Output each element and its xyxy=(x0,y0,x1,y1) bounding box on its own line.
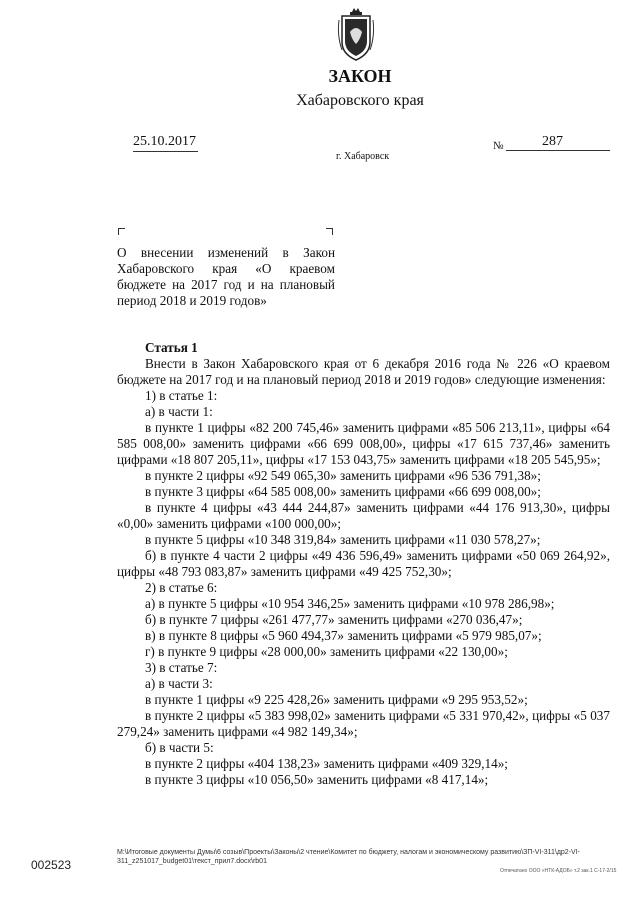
article-heading: Статья 1 xyxy=(145,340,198,355)
document-title: ЗАКОН xyxy=(328,66,392,86)
article-paragraph: в пункте 4 цифры «43 444 244,87» заменить цифрами «44 176 913,30», цифры «0,00» заменить цифрами «100 000,00»; xyxy=(117,500,610,531)
article-paragraph: г) в пункте 9 цифры «28 000,00» заменить цифрами «22 130,00»; xyxy=(145,644,508,659)
article-paragraph: в пункте 1 цифры «82 200 745,46» заменить цифрами «85 506 213,11», цифры «64 585 008,00» заменить цифрами «66 699 008,00», цифры «17 615 737,46» заменить цифрами «18 807 205,11», цифры «17 153 043,75» заменить цифрами «18 205 545,95»; xyxy=(117,420,610,467)
article-paragraph: в пункте 2 цифры «92 549 065,30» заменить цифрами «96 536 791,38»; xyxy=(145,468,541,483)
coat-of-arms-icon xyxy=(336,6,376,62)
article-paragraph: 2) в статье 6: xyxy=(145,580,218,595)
article-paragraph: а) в пункте 5 цифры «10 954 346,25» заменить цифрами «10 978 286,98»; xyxy=(145,596,555,611)
document-date: 25.10.2017 xyxy=(133,134,198,152)
article-body xyxy=(117,356,610,788)
corner-mark-right xyxy=(326,228,333,235)
number-label: № xyxy=(493,140,504,152)
document-number: 287 xyxy=(506,134,610,151)
article-paragraph: в пункте 3 цифры «64 585 008,00» заменить цифрами «66 699 008,00»; xyxy=(145,484,541,499)
law-subject: О внесении изменений в Закон Хабаровского края «О краевом бюджете на 2017 год и на плановый период 2018 и 2019 годов» xyxy=(117,245,335,308)
footer-file-path: M:\Итоговые документы Думы\6 созыв\Проекты\Законы\2 чтение\Комитет по бюджету, налогам и экономическому развитию\ЗП-VI-311\др2-VI-311_z251017_budget01\текст_прил7.docx\rb01 xyxy=(117,849,580,865)
article-paragraph: Внести в Закон Хабаровского края от 6 декабря 2016 года № 226 «О краевом бюджете на 2017 год и на плановый период 2018 и 2019 годов» следующие изменения: xyxy=(117,356,610,387)
article-paragraph: в пункте 5 цифры «10 348 319,84» заменить цифрами «11 030 578,27»; xyxy=(145,532,541,547)
article-paragraph: в пункте 1 цифры «9 225 428,26» заменить цифрами «9 295 953,52»; xyxy=(145,692,528,707)
article-paragraph: в пункте 2 цифры «5 383 998,02» заменить цифрами «5 331 970,42», цифры «5 037 279,24» заменить цифрами «4 982 149,34»; xyxy=(117,708,610,739)
article-paragraph: в пункте 3 цифры «10 056,50» заменить цифрами «8 417,14»; xyxy=(145,772,489,787)
article-paragraph: 1) в статье 1: xyxy=(145,388,218,403)
city-label: г. Хабаровск xyxy=(336,151,390,162)
document-code: 002523 xyxy=(31,858,72,872)
article-paragraph: а) в части 3: xyxy=(145,676,213,691)
article-paragraph: б) в пункте 4 части 2 цифры «49 436 596,49» заменить цифрами «50 069 264,92», цифры «48 793 083,87» заменить цифрами «49 425 752,30»; xyxy=(117,548,610,579)
article-paragraph: б) в части 5: xyxy=(145,740,214,755)
document-subtitle: Хабаровского края xyxy=(296,92,424,109)
article-paragraph: б) в пункте 7 цифры «261 477,77» заменить цифрами «270 036,47»; xyxy=(145,612,523,627)
article-paragraph: 3) в статье 7: xyxy=(145,660,218,675)
corner-mark-left xyxy=(118,228,125,235)
article-paragraph: в) в пункте 8 цифры «5 960 494,37» заменить цифрами «5 979 985,07»; xyxy=(145,628,542,643)
print-stamp: Отпечатано ООО «НТК-АДОБ» т.2 зак.1 С-17-2/15 xyxy=(500,868,617,874)
article-paragraph: а) в части 1: xyxy=(145,404,213,419)
article-paragraph: в пункте 2 цифры «404 138,23» заменить цифрами «409 329,14»; xyxy=(145,756,508,771)
